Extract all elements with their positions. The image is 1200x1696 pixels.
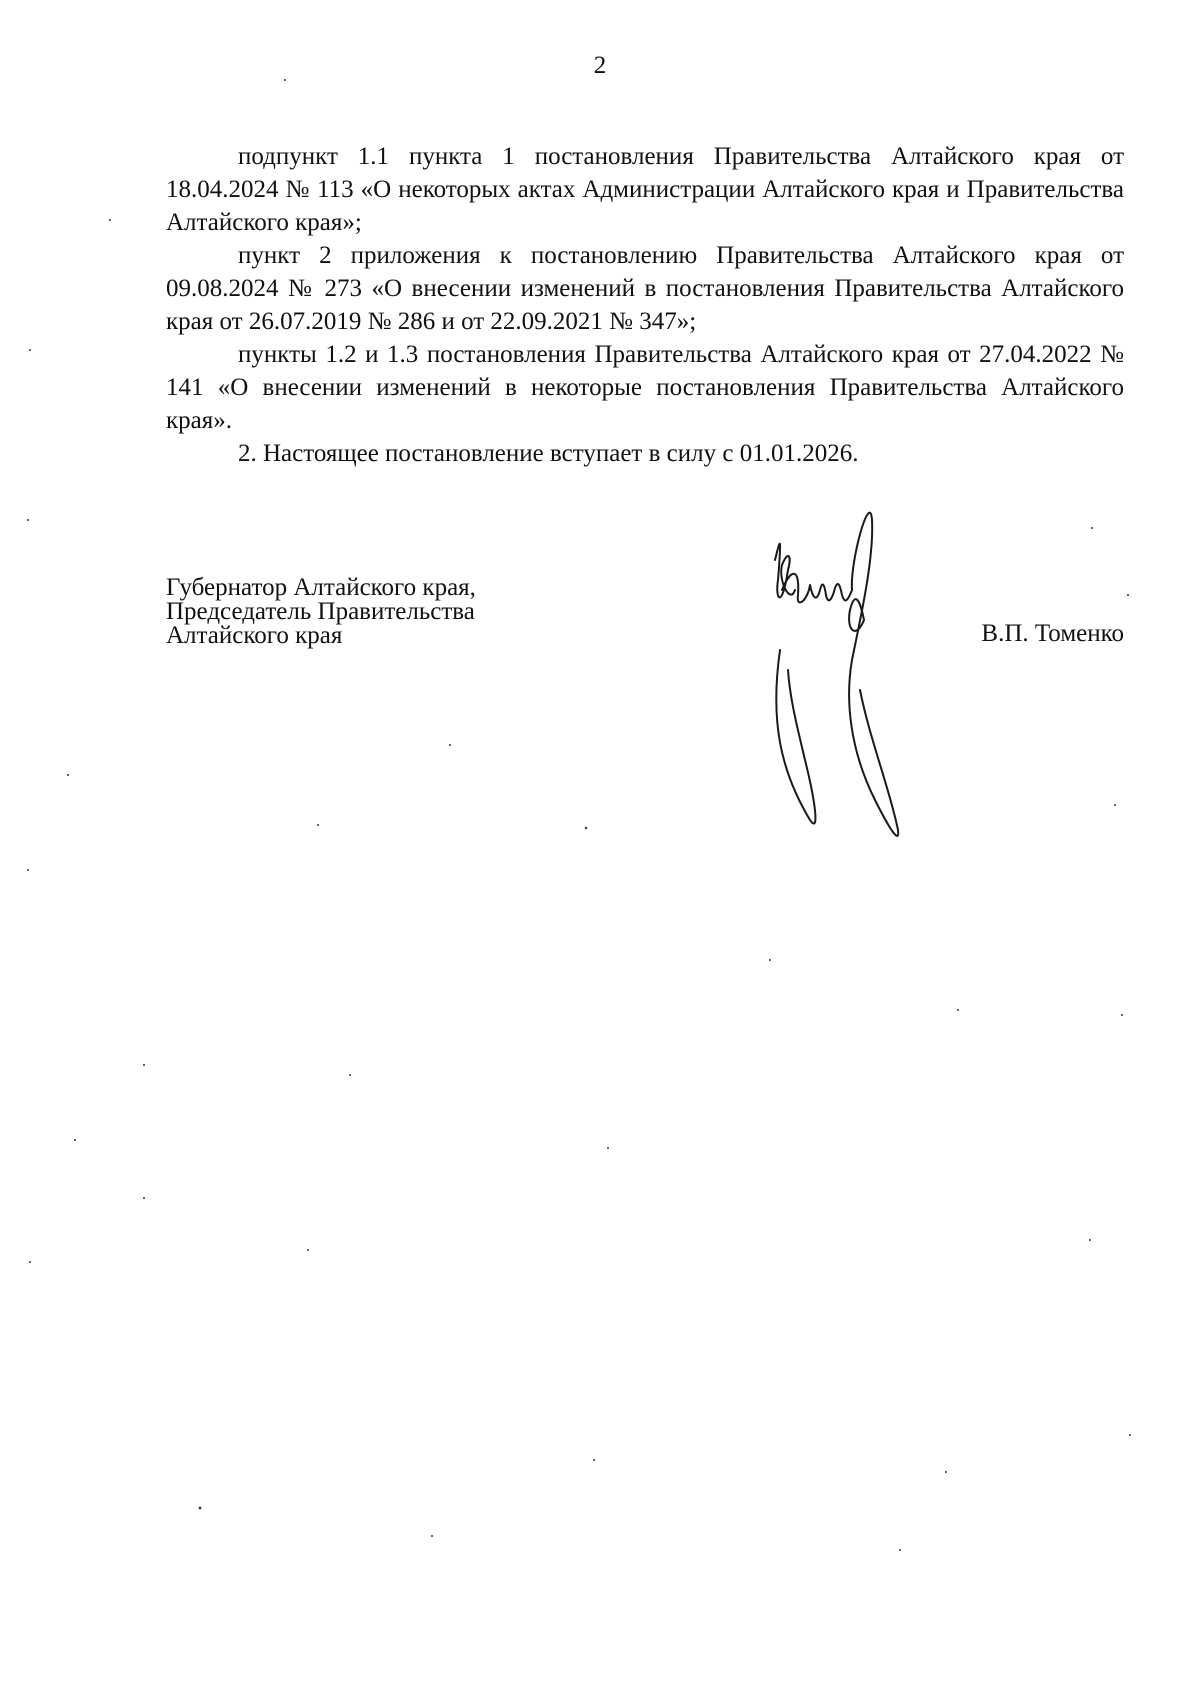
- paragraph-subitem-1-1: подпункт 1.1 пункта 1 постановления Правительства Алтайского края от 18.04.2024 № 113 «О некоторых актах Администрации Алтайского края и Правительства Алтайского края»;: [166, 143, 1124, 236]
- signatory-title-line: Алтайского края: [166, 622, 343, 649]
- signatory-title-line: Председатель Правительства: [166, 598, 475, 625]
- paragraph-item-2-appendix: пункт 2 приложения к постановлению Правительства Алтайского края от 09.08.2024 № 273 «О внесении изменений в постановления Правительства Алтайского края от 26.07.2019 № 286 и от 22.09.2021 № 347»;: [166, 242, 1124, 335]
- paragraph-items-1-2-1-3: пункты 1.2 и 1.3 постановления Правительства Алтайского края от 27.04.2022 № 141 «О внесении изменений в некоторые постановления Правительства Алтайского края».: [166, 341, 1124, 434]
- signatory-title-line: Губернатор Алтайского края,: [166, 574, 476, 601]
- signer-name: В.П. Томенко: [981, 620, 1124, 647]
- page-number: 2: [593, 52, 607, 79]
- paragraph-effective-date: 2. Настоящее постановление вступает в силу с 01.01.2026.: [238, 440, 859, 467]
